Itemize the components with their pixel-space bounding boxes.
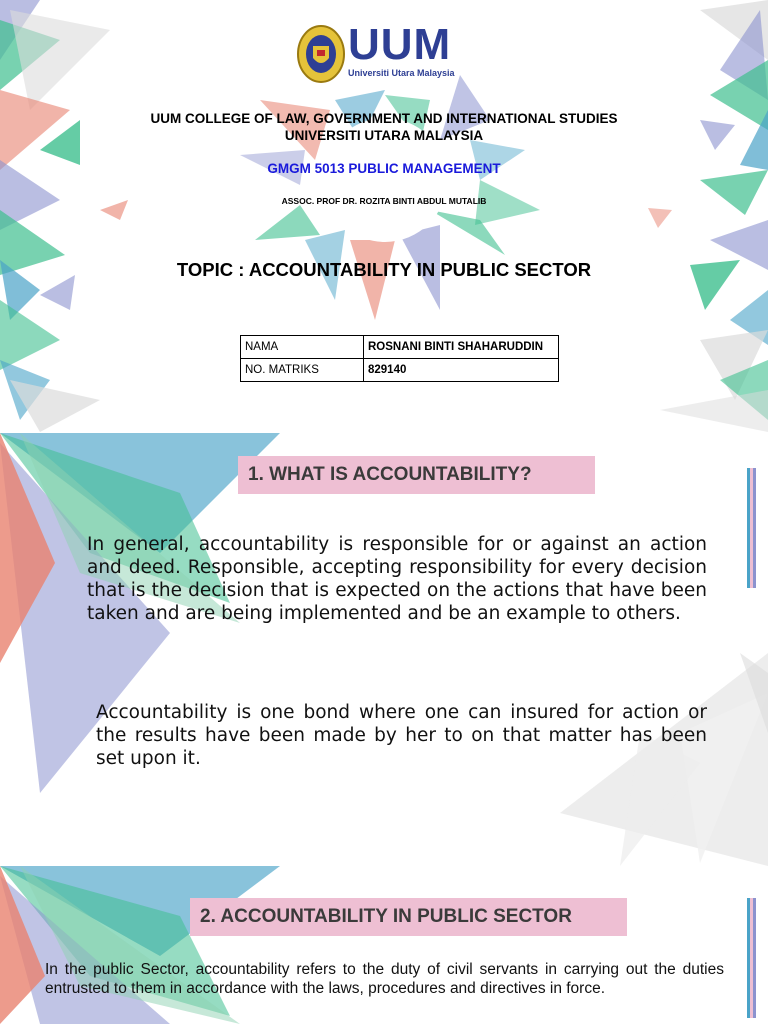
slide3-background-shapes (0, 866, 768, 1024)
logo-wordmark: UUM (348, 20, 452, 69)
table-row (241, 336, 559, 359)
college-line-1: UUM COLLEGE OF LAW, GOVERNMENT AND INTERNATIONAL STUDIES (150, 111, 618, 126)
table-row (241, 359, 559, 382)
section-1-heading: 1. WHAT IS ACCOUNTABILITY? (238, 456, 595, 494)
definition-paragraph-2: Accountability is one bond where one can insured for action or the results have been made by her to on that matter has been set upon it. (96, 702, 707, 769)
lecturer-name: ASSOC. PROF DR. ROZITA BINTI ABDUL MUTALIB (281, 196, 487, 206)
public-sector-slide (0, 866, 768, 1024)
info-value: 829140 (364, 359, 559, 382)
info-label: NO. MATRIKS (241, 359, 364, 382)
course-title: GMGM 5013 PUBLIC MANAGEMENT (267, 161, 501, 176)
side-stripe-decoration (747, 468, 757, 588)
cover-slide (0, 0, 768, 432)
section-2-heading: 2. ACCOUNTABILITY IN PUBLIC SECTOR (190, 898, 627, 936)
side-stripe-decoration (747, 898, 757, 1018)
college-line-2: UNIVERSITI UTARA MALAYSIA (284, 128, 484, 143)
slide2-background-shapes (0, 433, 768, 866)
college-name (0, 110, 768, 144)
accountability-definition-slide (0, 433, 768, 866)
student-info-table (240, 335, 559, 382)
info-label: NAMA (241, 336, 364, 359)
uum-crest-icon (296, 24, 346, 84)
uum-logo (296, 22, 496, 86)
logo-subtitle: Universiti Utara Malaysia (348, 68, 455, 78)
definition-paragraph-1: In general, accountability is responsible for or against an action and deed. Responsible, accepting responsibility for every decision that is the decision that is expected on the actions that have been taken and are being implemented and be an example to others. (87, 534, 707, 624)
public-sector-paragraph: In the public Sector, accountability refers to the duty of civil servants in carrying out the duties entrusted to them in accordance with the laws, procedures and directives in force. (45, 961, 724, 997)
info-value: ROSNANI BINTI SHAHARUDDIN (364, 336, 559, 359)
topic-title: TOPIC : ACCOUNTABILITY IN PUBLIC SECTOR (176, 259, 592, 280)
